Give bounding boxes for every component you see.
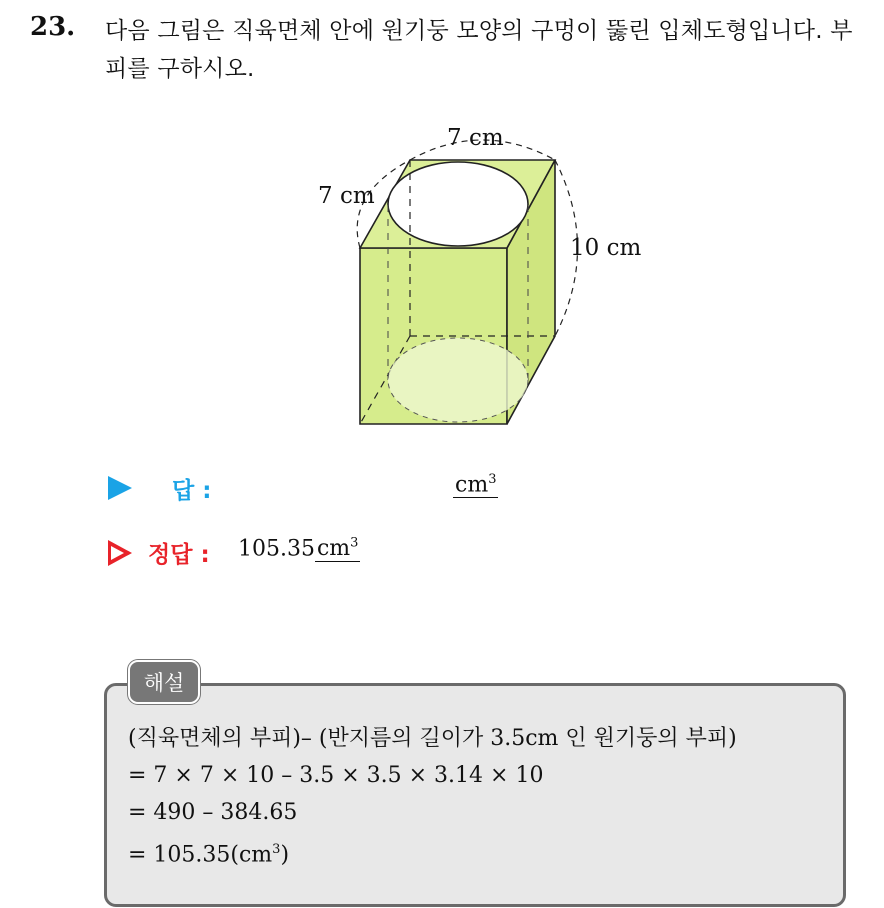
label-top: 7 cm (447, 125, 504, 151)
explanation-line: = 490 – 384.65 (128, 800, 298, 825)
play-arrow-icon (108, 476, 132, 500)
explanation-lines (128, 720, 737, 873)
label-left: 7 cm (318, 183, 375, 209)
hole-bottom-ellipse (388, 338, 528, 422)
question-number: 23. (30, 12, 76, 42)
solution-unit: $cm^3$ (316, 536, 359, 562)
explanation-line: = $105.35(cm^3)$ (128, 842, 290, 868)
hole-top-ellipse (388, 162, 528, 246)
label-right: 10 cm (570, 235, 642, 261)
explanation-line: = 7 × 7 × 10 – 3.5 × 3.5 × 3.14 × 10 (128, 763, 544, 788)
explanation-line: (직육면체의 부피)– (반지름의 길이가 3.5cm 인 원기둥의 부피) (128, 726, 737, 751)
solution-label: 정답 : (148, 542, 210, 568)
answer-unit[interactable]: $cm^3$ (455, 472, 497, 498)
answer-label: 답 : (172, 478, 212, 504)
cuboid-figure (300, 115, 660, 435)
solution-row (108, 534, 608, 574)
answer-row (108, 470, 608, 510)
solution-value: $105.35cm^3$ (238, 536, 359, 562)
question-text: 다음 그림은 직육면체 안에 원기둥 모양의 구멍이 뚫린 입체도형입니다. 부피를 구하시오. (105, 18, 853, 82)
explanation-tag: 해설 (128, 660, 200, 704)
